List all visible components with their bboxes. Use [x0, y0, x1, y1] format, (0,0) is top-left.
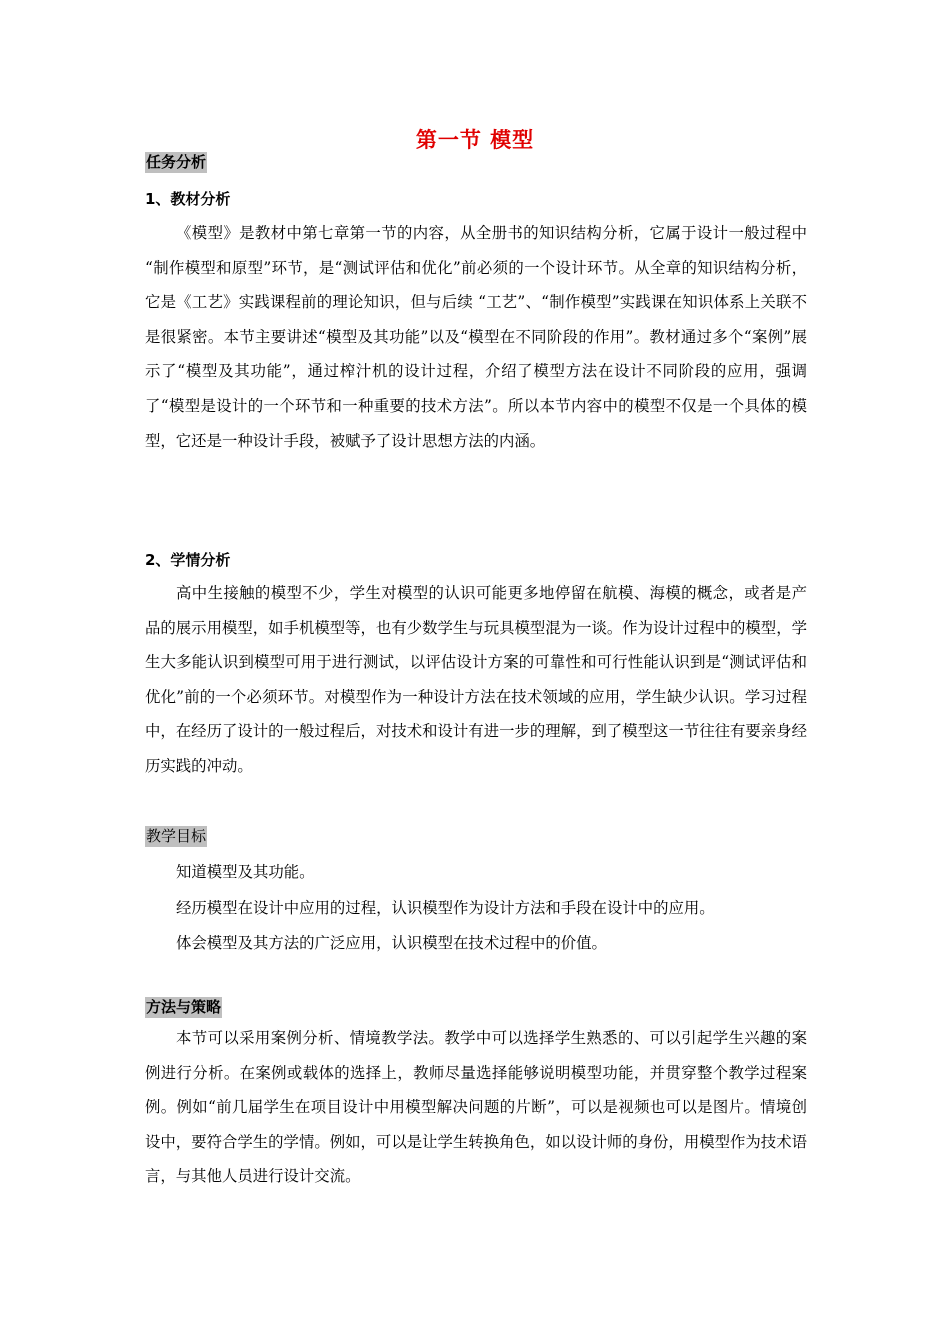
paragraph-student-analysis: 高中生接触的模型不少，学生对模型的认识可能更多地停留在航模、海模的概念，或者是产品的展示用模型，如手机模型等，也有少数学生与玩具模型混为一谈。作为设计过程中的模型，学生大多能认识到模型可用于进行测试，以评估设计方案的可靠性和可行性能认识到是“测试评估和优化”前的一个必须环节。对模型作为一种设计方法在技术领域的应用，学生缺少认识。学习过程中，在经历了设计的一般过程后，对技术和设计有进一步的理解，到了模型这一节往往有要亲身经历实践的冲动。: [145, 584, 807, 775]
page-title: 第一节 模型: [415, 128, 535, 152]
objective-item: 体会模型及其方法的广泛应用，认识模型在技术过程中的价值。: [176, 934, 607, 952]
section-heading-methods: 方法与策略: [146, 998, 222, 1016]
paragraph-textbook-analysis: 《模型》是教材中第七章第一节的内容，从全册书的知识结构分析，它属于设计一般过程中 “制作模型和原型”环节，是“测试评估和优化”前必须的一个设计环节。从全章的知识结构分析，它是《工艺》实践课程前的理论知识，但与后续 “工艺”、“制作模型”实践课在知识体系上关联不是很紧密。本节主要讲述“模型及其功能”以及“模型在不同阶段的作用”。教材通过多个“案例”展示了“模型及其功能”，通过榨汁机的设计过程，介绍了模型方法在设计不同阶段的应用，强调了“模型是设计的一个环节和一种重要的技术方法”。所以本节内容中的模型不仅是一个具体的模型，它还是一种设计手段，被赋予了设计思想方法的内涵。: [145, 224, 807, 450]
section-heading-objectives: 教学目标: [146, 827, 207, 845]
objective-item: 知道模型及其功能。: [176, 863, 315, 881]
subheading-textbook-analysis: 1、教材分析: [145, 190, 231, 208]
section-heading-task-analysis: 任务分析: [146, 153, 207, 171]
subheading-student-analysis: 2、学情分析: [145, 551, 231, 569]
paragraph-methods: 本节可以采用案例分析、情境教学法。教学中可以选择学生熟悉的、可以引起学生兴趣的案例进行分析。在案例或载体的选择上，教师尽量选择能够说明模型功能，并贯穿整个教学过程案例。例如“前几届学生在项目设计中用模型解决问题的片断”，可以是视频也可以是图片。情境创设中，要符合学生的学情。例如，可以是让学生转换角色，如以设计师的身份，用模型作为技术语言，与其他人员进行设计交流。: [145, 1029, 807, 1186]
objective-item: 经历模型在设计中应用的过程，认识模型作为设计方法和手段在设计中的应用。: [176, 899, 715, 917]
